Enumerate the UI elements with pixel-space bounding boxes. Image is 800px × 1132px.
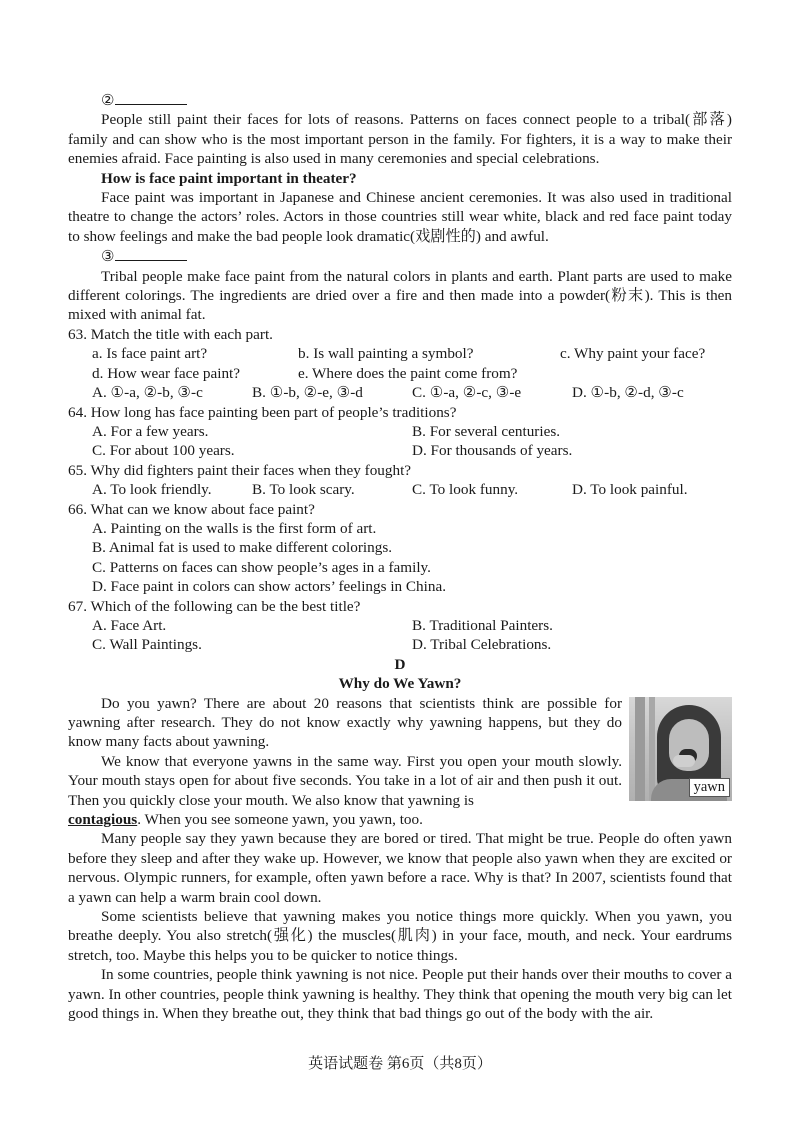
- answer-options: [68, 383, 732, 402]
- passage-title: Why do We Yawn?: [338, 675, 462, 693]
- option: A. ①-a, ②-b, ③-c: [92, 384, 203, 402]
- blank-number: ②: [101, 92, 115, 109]
- option: A. To look friendly.: [92, 481, 212, 499]
- answer-blank-line: [115, 246, 187, 261]
- option: C. Patterns on faces can show people’s ages in a family.: [92, 558, 431, 576]
- paragraph: Do you yawn? There are about 20 reasons that scientists think are possible for yawning after research. They do not know exactly why yawning happens, but they do know many facts about yawning.: [68, 694, 622, 751]
- paragraph: Face paint was important in Japanese and Chinese ancient ceremonies. It was also used in traditional theatre to change the actors’ roles. Actors in those countries still wear white, black and red face paint today to show feelings and make the bad people look dramatic(戏剧性的) and awful.: [68, 189, 732, 245]
- title-item: d. How wear face paint?: [92, 364, 241, 382]
- question-67: 67. Which of the following can be the best title?: [68, 597, 361, 615]
- option: B. For several centuries.: [412, 422, 561, 440]
- title-item: e. Where does the paint come from?: [298, 364, 518, 382]
- paragraph: In some countries, people think yawning is not nice. People put their hands over their mouths to cover a yawn. In other countries, people think yawning is healthy. They think that opening the mouth very big can let good things in. When they breathe out, they think that bad things go out of the body with the air.: [68, 966, 732, 1023]
- option: D. Face paint in colors can show actors’ feelings in China.: [92, 578, 446, 596]
- page-footer: 英语试题卷 第6页（共8页）: [308, 1056, 492, 1072]
- option: D. Tribal Celebrations.: [412, 636, 552, 654]
- underlined-word: contagious: [68, 811, 138, 829]
- option: A. Painting on the walls is the first form of art.: [92, 519, 377, 537]
- title-item: a. Is face paint art?: [92, 345, 208, 363]
- paragraph-text: We know that everyone yawns in the same way. First you open your mouth slowly. Your mouth stays open for about five seconds. You take in a lot of air and then push it out. Then you quickly close your mouth. We also know that yawning is: [68, 752, 622, 809]
- option: D. For thousands of years.: [412, 442, 573, 460]
- title-list: [68, 344, 732, 363]
- title-item: b. Is wall painting a symbol?: [298, 345, 474, 363]
- paragraph: Tribal people make face paint from the natural colors in plants and earth. Plant parts are used to make different colorings. The ingredients are dried over a fire and then made into a powder(粉末). This is then mixed with animal fat.: [68, 267, 732, 324]
- option: D. To look painful.: [572, 481, 688, 499]
- question-63: 63. Match the title with each part.: [68, 325, 273, 343]
- passage-intro: [68, 694, 732, 810]
- section-letter: D: [394, 655, 406, 673]
- yawn-photo: [629, 697, 732, 801]
- section-heading: How is face paint important in theater?: [101, 169, 357, 187]
- answer-blank-line: [115, 90, 187, 105]
- title-item: c. Why paint your face?: [560, 345, 706, 363]
- option: B. Animal fat is used to make different colorings.: [92, 539, 393, 557]
- question-65: 65. Why did fighters paint their faces when they fought?: [68, 461, 412, 479]
- blank-2: [68, 90, 732, 110]
- answer-options: [68, 635, 732, 654]
- option: C. To look funny.: [412, 481, 519, 499]
- option: B. Traditional Painters.: [412, 616, 553, 634]
- option: A. For a few years.: [92, 422, 209, 440]
- paragraph-continued: [68, 810, 732, 829]
- answer-options: [68, 480, 732, 499]
- paragraph: People still paint their faces for lots of reasons. Patterns on faces connect people to a tribal(部落) family and can show who is the most important person in the family. For fighters, it is a way to make their enemies afraid. Face painting is also used in many ceremonies and special celebrations.: [68, 111, 732, 168]
- question-66: 66. What can we know about face paint?: [68, 500, 315, 518]
- paragraph: Some scientists believe that yawning makes you notice things more quickly. When you yawn, you breathe deeply. You also stretch(强化) the muscles(肌肉) in your face, mouth, and neck. Your eardrums stretch, too. Maybe this helps you to be quicker to notice things.: [68, 908, 732, 964]
- paragraph-text: . When you see someone yawn, you yawn, too.: [137, 811, 423, 829]
- title-list: [68, 364, 732, 383]
- option: C. Wall Paintings.: [92, 636, 202, 654]
- option: B. ①-b, ②-e, ③-d: [252, 384, 363, 402]
- exam-page: [68, 90, 732, 1024]
- option: C. ①-a, ②-c, ③-e: [412, 384, 522, 402]
- question-64: 64. How long has face painting been part of people’s traditions?: [68, 403, 457, 421]
- option: D. ①-b, ②-d, ③-c: [572, 384, 684, 402]
- option: C. For about 100 years.: [92, 442, 235, 460]
- answer-options: [68, 441, 732, 460]
- photo-caption: yawn: [689, 778, 730, 797]
- answer-options: [68, 616, 732, 635]
- answer-options: [68, 422, 732, 441]
- option: A. Face Art.: [92, 616, 167, 634]
- blank-3: [68, 246, 732, 266]
- paragraph: Many people say they yawn because they are bored or tired. That might be true. People do often yawn before they sleep and after they wake up. However, we know that people also yawn when they are excited or nervous. Olympic runners, for example, often yawn before a race. Why is that? In 2007, scientists found that a yawn can help a warm brain cool down.: [68, 830, 732, 906]
- blank-number: ③: [101, 248, 115, 266]
- paragraph: [68, 752, 622, 810]
- option: B. To look scary.: [252, 481, 355, 499]
